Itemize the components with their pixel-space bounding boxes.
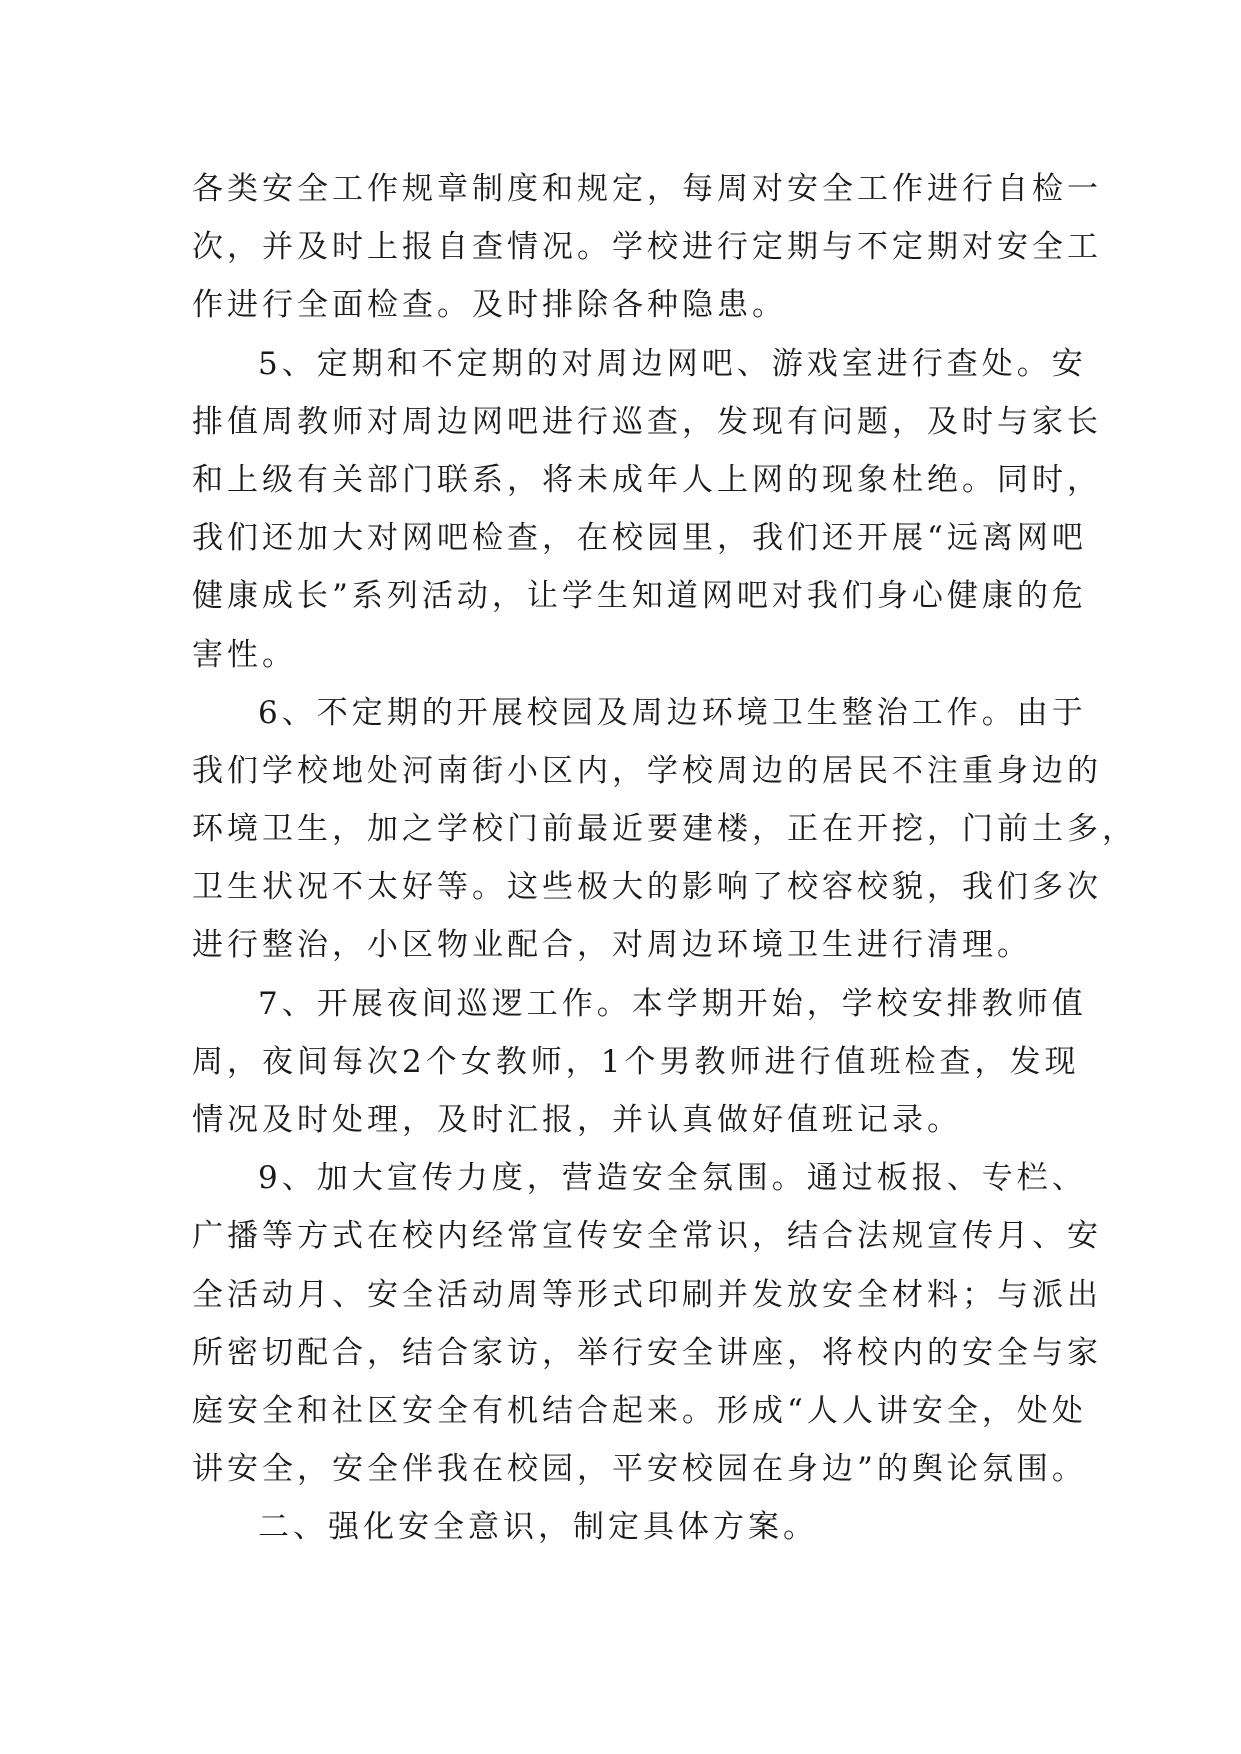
text-line: 次，并及时上报自查情况。学校进行定期与不定期对安全工 <box>192 229 1102 266</box>
text-line: 卫生状况不太好等。这些极大的影响了校容校貌，我们多次 <box>192 869 1102 906</box>
text-line: 庭安全和社区安全有机结合起来。形成“人人讲安全，处处 <box>192 1392 1087 1429</box>
text-line: 广播等方式在校内经常宣传安全常识，结合法规宣传月、安 <box>192 1218 1102 1255</box>
text-line: 各类安全工作规章制度和规定，每周对安全工作进行自检一 <box>192 171 1102 207</box>
text-line: 我们学校地处河南街小区内，学校周边的居民不注重身边的 <box>192 752 1102 789</box>
text-line: 全活动月、安全活动周等形式印刷并发放安全材料；与派出 <box>192 1276 1102 1313</box>
text-line: 周，夜间每次2个女教师，1个男教师进行值班检查，发现 <box>192 1043 1080 1080</box>
text-line: 我们还加大对网吧检查，在校园里，我们还开展“远离网吧 <box>192 520 1087 557</box>
paragraph-7-first-line: 7、开展夜间巡逻工作。本学期开始，学校安排教师值 <box>258 985 1087 1022</box>
text-line: 所密切配合，结合家访，举行安全讲座，将校内的安全与家 <box>192 1334 1102 1371</box>
text-line: 害性。 <box>192 636 297 673</box>
text-line: 和上级有关部门联系，将未成年人上网的现象杜绝。同时， <box>192 461 1102 498</box>
section-heading: 二、强化安全意识，制定具体方案。 <box>258 1509 818 1546</box>
text-line: 情况及时处理，及时汇报，并认真做好值班记录。 <box>192 1102 962 1138</box>
paragraph-9-first-line: 9、加大宣传力度，营造安全氛围。通过板报、专栏、 <box>258 1160 1087 1197</box>
text-line: 作进行全面检查。及时排除各种隐患。 <box>192 287 787 324</box>
text-line: 讲安全，安全伴我在校园，平安校园在身边”的舆论氛围。 <box>192 1451 1087 1488</box>
paragraph-5-first-line: 5、定期和不定期的对周边网吧、游戏室进行查处。安 <box>258 345 1087 382</box>
text-line: 环境卫生，加之学校门前最近要建楼，正在开挖，门前土多， <box>192 811 1137 848</box>
paragraph-6-first-line: 6、不定期的开展校园及周边环境卫生整治工作。由于 <box>258 694 1087 731</box>
text-line: 排值周教师对周边网吧进行巡查，发现有问题，及时与家长 <box>192 403 1102 440</box>
text-line: 健康成长”系列活动，让学生知道网吧对我们身心健康的危 <box>192 578 1087 615</box>
text-line: 进行整治，小区物业配合，对周边环境卫生进行清理。 <box>192 927 1032 964</box>
body-text <box>192 160 1137 1557</box>
